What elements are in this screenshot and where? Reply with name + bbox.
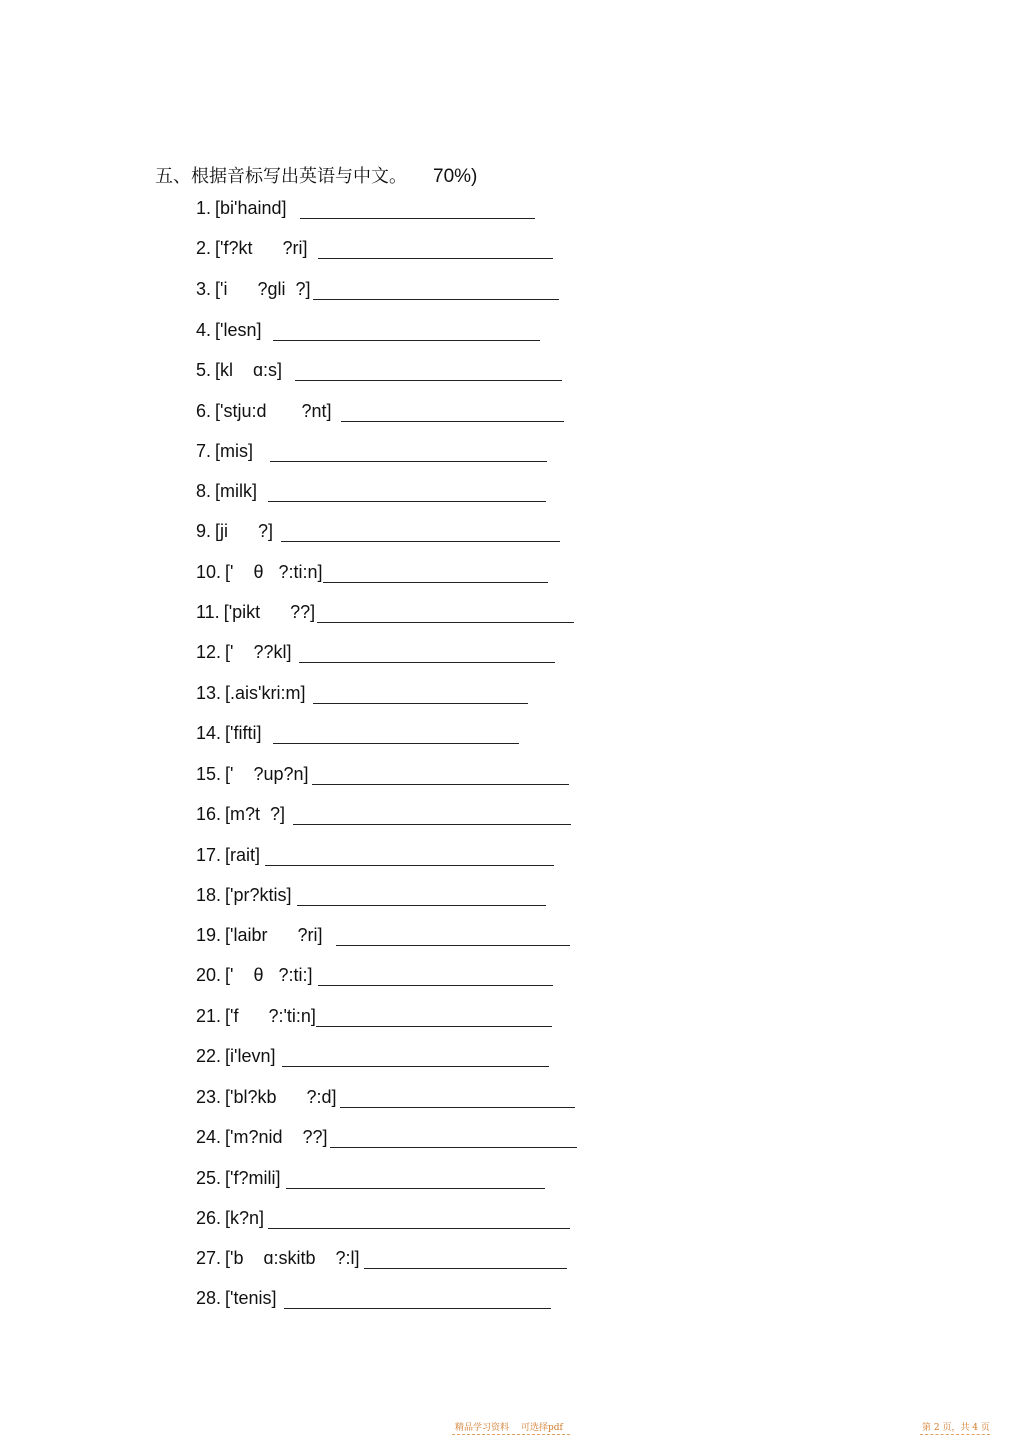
exercise-item (196, 723, 261, 747)
answer-blank-line[interactable] (313, 299, 559, 300)
exercise-item (196, 320, 261, 344)
item-phonetic: ['f?mili] (225, 1168, 281, 1188)
item-phonetic: [' θ ?:ti:n] (225, 562, 323, 582)
exercise-item (196, 1248, 360, 1272)
exercise-item (196, 885, 292, 909)
answer-blank-line[interactable] (270, 461, 547, 462)
item-number: 21. (196, 1006, 222, 1026)
footer-left-dashline (452, 1434, 570, 1435)
footer-right-dashline (920, 1434, 990, 1435)
answer-blank-line[interactable] (323, 582, 548, 583)
answer-blank-line[interactable] (286, 1188, 545, 1189)
answer-blank-line[interactable] (273, 743, 519, 744)
exercise-item (196, 198, 287, 222)
item-phonetic: [i'levn] (225, 1046, 276, 1066)
item-phonetic: [ji ?] (215, 521, 274, 541)
exercise-item (196, 845, 260, 869)
footer-left-text-a: 精品学习资料 (455, 1423, 510, 1433)
answer-blank-line[interactable] (318, 258, 553, 259)
item-number: 13. (196, 683, 222, 703)
answer-blank-line[interactable] (268, 501, 546, 502)
item-number: 25. (196, 1168, 222, 1188)
item-number: 2. (196, 238, 212, 258)
item-phonetic: [kl ɑ:s] (215, 360, 283, 380)
item-phonetic: [' ??kl] (225, 642, 292, 662)
item-phonetic: ['b ɑ:skitb ?:l] (225, 1248, 360, 1268)
item-phonetic: ['fifti] (225, 723, 262, 743)
exercise-item (196, 521, 273, 545)
item-number: 19. (196, 925, 222, 945)
exercise-item (196, 925, 323, 949)
answer-blank-line[interactable] (318, 985, 553, 986)
item-number: 17. (196, 845, 222, 865)
exercise-item (196, 441, 253, 465)
item-number: 4. (196, 320, 212, 340)
answer-blank-line[interactable] (312, 784, 569, 785)
answer-blank-line[interactable] (273, 340, 540, 341)
exercise-item (196, 1006, 316, 1030)
item-number: 23. (196, 1087, 222, 1107)
answer-blank-line[interactable] (317, 622, 574, 623)
item-phonetic: ['pikt ??] (223, 602, 316, 622)
item-number: 27. (196, 1248, 222, 1268)
item-phonetic: [m?t ?] (225, 804, 286, 824)
item-phonetic: [rait] (225, 845, 261, 865)
item-phonetic: ['tenis] (225, 1288, 277, 1308)
item-number: 5. (196, 360, 212, 380)
item-phonetic: ['bl?kb ?:d] (225, 1087, 337, 1107)
exercise-item (196, 238, 307, 262)
item-number: 15. (196, 764, 222, 784)
item-phonetic: ['stju:d ?nt] (215, 401, 332, 421)
item-phonetic: ['laibr ?ri] (225, 925, 323, 945)
item-number: 28. (196, 1288, 222, 1308)
section-title: 五、根据音标写出英语与中文。 (155, 166, 407, 187)
item-number: 12. (196, 642, 222, 662)
exercise-item (196, 1127, 328, 1151)
section-score: 70%) (433, 166, 478, 187)
answer-blank-line[interactable] (295, 380, 562, 381)
item-phonetic: [.ais'kri:m] (225, 683, 306, 703)
item-phonetic: ['pr?ktis] (225, 885, 292, 905)
item-phonetic: ['i ?gli ?] (215, 279, 311, 299)
footer-page-number: 第 2 页，共 4 页 (922, 1423, 990, 1433)
item-number: 1. (196, 198, 212, 218)
exercise-item (196, 562, 323, 586)
answer-blank-line[interactable] (336, 945, 570, 946)
answer-blank-line[interactable] (330, 1147, 577, 1148)
item-phonetic: [bi'haind] (215, 198, 287, 218)
exercise-item (196, 1046, 276, 1070)
exercise-item (196, 602, 315, 626)
exercise-item (196, 642, 292, 666)
exercise-item (196, 1087, 337, 1111)
item-phonetic: [' ?up?n] (225, 764, 309, 784)
item-number: 22. (196, 1046, 222, 1066)
item-number: 7. (196, 441, 212, 461)
answer-blank-line[interactable] (313, 703, 528, 704)
item-number: 16. (196, 804, 222, 824)
footer-left (455, 1420, 563, 1433)
answer-blank-line[interactable] (297, 905, 546, 906)
item-phonetic: [mis] (215, 441, 254, 461)
exercise-item (196, 481, 257, 505)
item-phonetic: ['m?nid ??] (225, 1127, 328, 1147)
answer-blank-line[interactable] (293, 824, 571, 825)
answer-blank-line[interactable] (281, 541, 560, 542)
item-number: 18. (196, 885, 222, 905)
exercise-item (196, 1288, 277, 1312)
exercise-item (196, 1168, 280, 1192)
item-phonetic: ['f?kt ?ri] (215, 238, 308, 258)
answer-blank-line[interactable] (282, 1066, 549, 1067)
exercise-item (196, 804, 285, 828)
answer-blank-line[interactable] (284, 1308, 551, 1309)
exercise-item (196, 401, 332, 425)
answer-blank-line[interactable] (299, 662, 555, 663)
item-number: 9. (196, 521, 212, 541)
item-number: 10. (196, 562, 222, 582)
exercise-item (196, 279, 311, 303)
exercise-item (196, 1208, 264, 1232)
answer-blank-line[interactable] (265, 865, 554, 866)
footer-left-text-b: 可选择pdf (521, 1423, 563, 1433)
item-number: 8. (196, 481, 212, 501)
exercise-item (196, 360, 282, 384)
section-heading (155, 162, 477, 188)
item-phonetic: [' θ ?:ti:] (225, 965, 313, 985)
exercise-item (196, 965, 313, 989)
item-number: 26. (196, 1208, 222, 1228)
item-number: 20. (196, 965, 222, 985)
exercise-item (196, 764, 309, 788)
answer-blank-line[interactable] (364, 1268, 567, 1269)
answer-blank-line[interactable] (341, 421, 564, 422)
item-phonetic: [k?n] (225, 1208, 265, 1228)
item-number: 24. (196, 1127, 222, 1147)
item-phonetic: ['lesn] (215, 320, 262, 340)
answer-blank-line[interactable] (340, 1107, 575, 1108)
item-number: 3. (196, 279, 212, 299)
item-number: 14. (196, 723, 222, 743)
exercise-item (196, 683, 305, 707)
item-number: 6. (196, 401, 212, 421)
answer-blank-line[interactable] (316, 1026, 552, 1027)
item-phonetic: [milk] (215, 481, 258, 501)
item-phonetic: ['f ?:'ti:n] (225, 1006, 316, 1026)
item-number: 11. (196, 602, 220, 622)
answer-blank-line[interactable] (268, 1228, 570, 1229)
answer-blank-line[interactable] (300, 218, 535, 219)
